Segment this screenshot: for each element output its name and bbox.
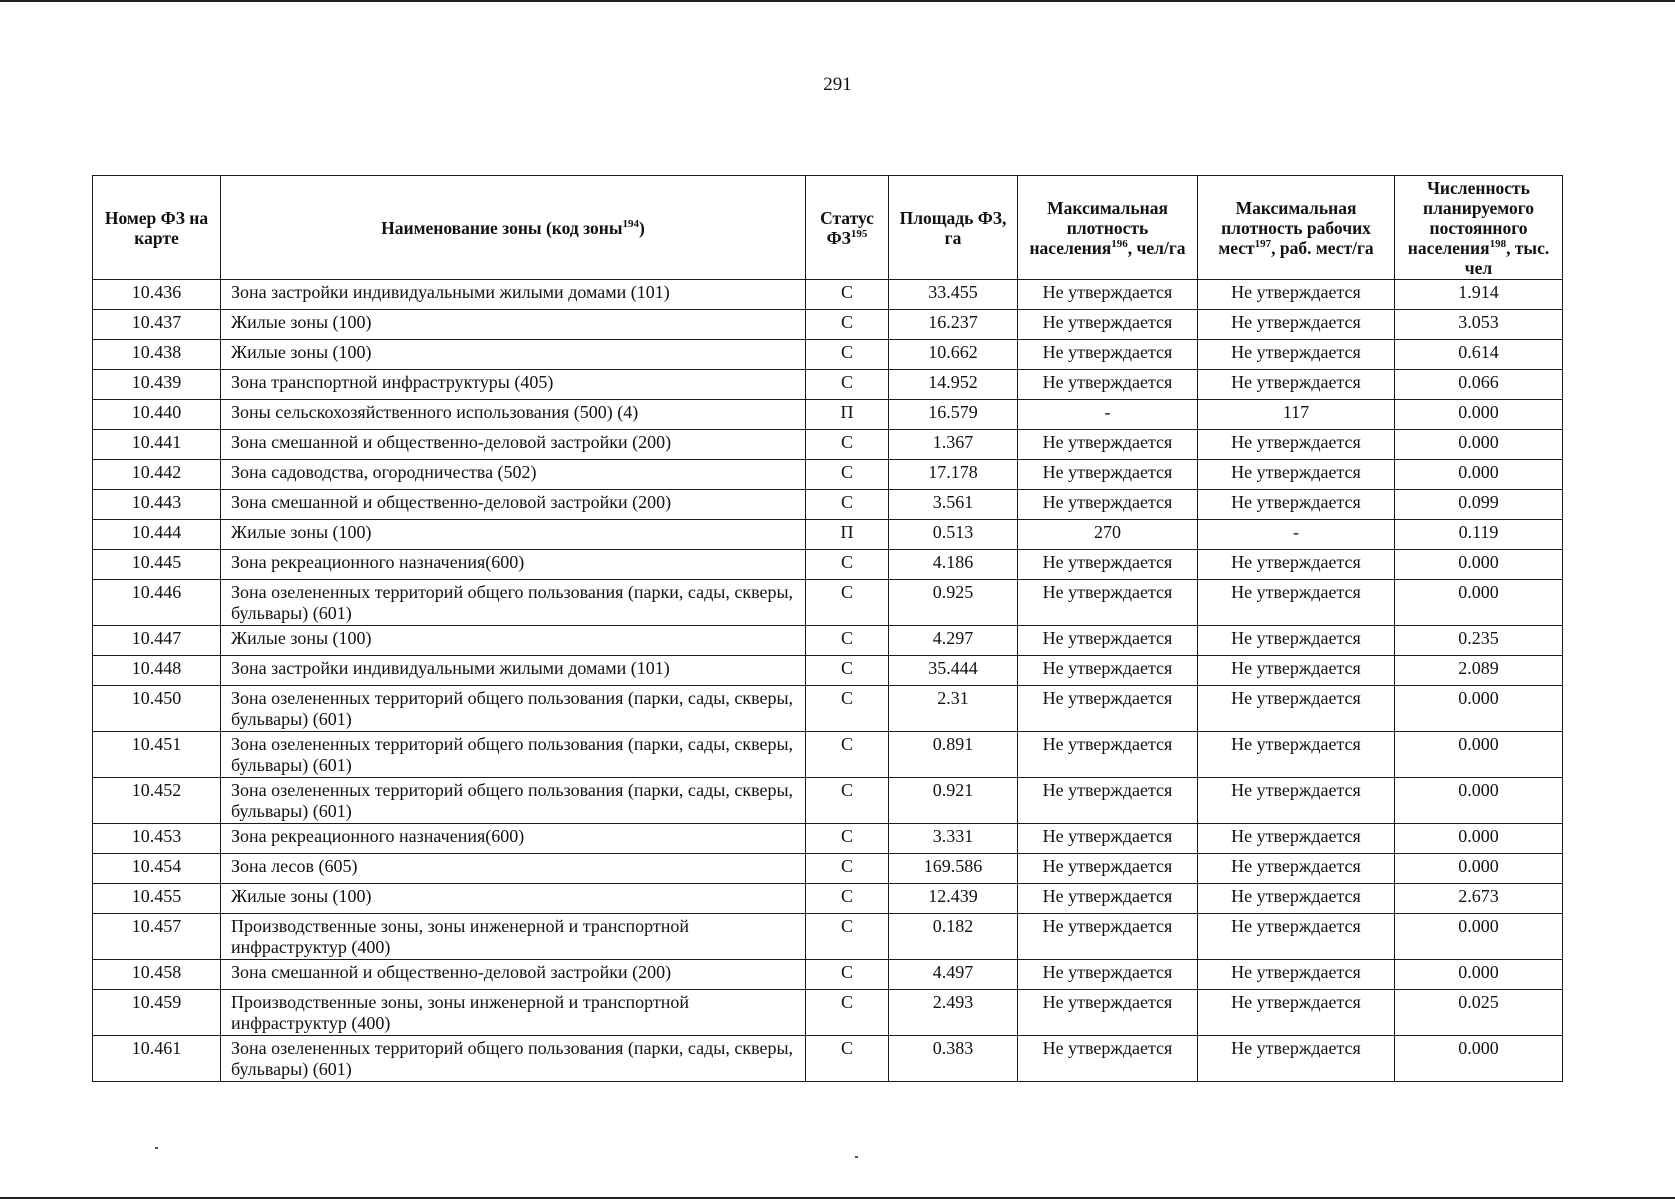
cell-area: 4.297: [889, 626, 1018, 656]
cell-status: С: [806, 340, 889, 370]
cell-status: С: [806, 960, 889, 990]
cell-map-number: 10.447: [93, 626, 221, 656]
table-row: [93, 960, 1563, 990]
cell-area: 3.561: [889, 490, 1018, 520]
cell-job-density: Не утверждается: [1198, 310, 1395, 340]
cell-job-density: -: [1198, 520, 1395, 550]
cell-zone-name: Зона озелененных территорий общего пользования (парки, сады, скверы, бульвары) (601): [221, 732, 806, 778]
cell-area: 12.439: [889, 884, 1018, 914]
zones-table: [92, 175, 1563, 1082]
cell-zone-name: Зона застройки индивидуальными жилыми домами (101): [221, 656, 806, 686]
cell-status: С: [806, 280, 889, 310]
table-row: [93, 550, 1563, 580]
cell-planned-population: 0.000: [1395, 550, 1563, 580]
cell-job-density: Не утверждается: [1198, 854, 1395, 884]
table-row: [93, 430, 1563, 460]
cell-population-density: Не утверждается: [1018, 626, 1198, 656]
cell-planned-population: 0.000: [1395, 1036, 1563, 1082]
cell-area: 17.178: [889, 460, 1018, 490]
cell-area: 3.331: [889, 824, 1018, 854]
header-zone-name: Наименование зоны (код зоны$^{194}$): [221, 176, 806, 280]
cell-job-density: Не утверждается: [1198, 884, 1395, 914]
cell-map-number: 10.452: [93, 778, 221, 824]
cell-job-density: Не утверждается: [1198, 370, 1395, 400]
page-number: 291: [823, 74, 852, 95]
cell-zone-name: Жилые зоны (100): [221, 884, 806, 914]
cell-area: 169.586: [889, 854, 1018, 884]
cell-population-density: Не утверждается: [1018, 824, 1198, 854]
table-row: [93, 580, 1563, 626]
cell-map-number: 10.457: [93, 914, 221, 960]
cell-map-number: 10.454: [93, 854, 221, 884]
header-status: Статус ФЗ$^{195}$: [806, 176, 889, 280]
cell-map-number: 10.445: [93, 550, 221, 580]
table-row: [93, 656, 1563, 686]
cell-population-density: Не утверждается: [1018, 430, 1198, 460]
cell-population-density: Не утверждается: [1018, 914, 1198, 960]
table-row: [93, 490, 1563, 520]
cell-population-density: Не утверждается: [1018, 490, 1198, 520]
cell-zone-name: Зона смешанной и общественно-деловой застройки (200): [221, 430, 806, 460]
cell-zone-name: Зона застройки индивидуальными жилыми домами (101): [221, 280, 806, 310]
cell-zone-name: Производственные зоны, зоны инженерной и транспортной инфраструктур (400): [221, 990, 806, 1036]
cell-map-number: 10.453: [93, 824, 221, 854]
cell-population-density: Не утверждается: [1018, 686, 1198, 732]
cell-area: 16.237: [889, 310, 1018, 340]
table-row: [93, 1036, 1563, 1082]
cell-planned-population: 0.000: [1395, 400, 1563, 430]
cell-planned-population: 0.119: [1395, 520, 1563, 550]
cell-planned-population: 0.025: [1395, 990, 1563, 1036]
table-row: [93, 400, 1563, 430]
cell-planned-population: 0.000: [1395, 960, 1563, 990]
cell-zone-name: Жилые зоны (100): [221, 340, 806, 370]
table-row: [93, 732, 1563, 778]
cell-planned-population: 3.053: [1395, 310, 1563, 340]
table-row: [93, 914, 1563, 960]
cell-zone-name: Жилые зоны (100): [221, 310, 806, 340]
cell-map-number: 10.450: [93, 686, 221, 732]
cell-job-density: Не утверждается: [1198, 1036, 1395, 1082]
cell-planned-population: 0.000: [1395, 914, 1563, 960]
cell-job-density: Не утверждается: [1198, 990, 1395, 1036]
table-row: [93, 884, 1563, 914]
cell-status: С: [806, 490, 889, 520]
cell-area: 0.891: [889, 732, 1018, 778]
cell-map-number: 10.455: [93, 884, 221, 914]
cell-planned-population: 2.673: [1395, 884, 1563, 914]
cell-zone-name: Зона озелененных территорий общего пользования (парки, сады, скверы, бульвары) (601): [221, 778, 806, 824]
cell-zone-name: Зона озелененных территорий общего пользования (парки, сады, скверы, бульвары) (601): [221, 686, 806, 732]
table-row: [93, 990, 1563, 1036]
cell-job-density: Не утверждается: [1198, 960, 1395, 990]
cell-status: С: [806, 580, 889, 626]
cell-area: 14.952: [889, 370, 1018, 400]
cell-area: 0.925: [889, 580, 1018, 626]
cell-population-density: Не утверждается: [1018, 550, 1198, 580]
table-row: [93, 686, 1563, 732]
cell-status: С: [806, 626, 889, 656]
cell-planned-population: 0.235: [1395, 626, 1563, 656]
table-header-row: [93, 176, 1563, 280]
cell-planned-population: 0.099: [1395, 490, 1563, 520]
cell-area: 0.383: [889, 1036, 1018, 1082]
cell-population-density: Не утверждается: [1018, 370, 1198, 400]
cell-population-density: Не утверждается: [1018, 960, 1198, 990]
cell-zone-name: Зона смешанной и общественно-деловой застройки (200): [221, 960, 806, 990]
cell-planned-population: 0.066: [1395, 370, 1563, 400]
cell-job-density: Не утверждается: [1198, 430, 1395, 460]
cell-map-number: 10.440: [93, 400, 221, 430]
scan-speck: [155, 1147, 158, 1149]
cell-map-number: 10.444: [93, 520, 221, 550]
page-bottom-edge: [0, 1197, 1675, 1199]
table-row: [93, 460, 1563, 490]
cell-zone-name: Зона озелененных территорий общего пользования (парки, сады, скверы, бульвары) (601): [221, 580, 806, 626]
cell-population-density: Не утверждается: [1018, 990, 1198, 1036]
cell-job-density: Не утверждается: [1198, 686, 1395, 732]
cell-planned-population: 0.000: [1395, 824, 1563, 854]
cell-job-density: Не утверждается: [1198, 732, 1395, 778]
cell-zone-name: Зона садоводства, огородничества (502): [221, 460, 806, 490]
cell-zone-name: Жилые зоны (100): [221, 520, 806, 550]
page-top-edge: [0, 0, 1675, 2]
cell-job-density: Не утверждается: [1198, 580, 1395, 626]
cell-zone-name: Зона транспортной инфраструктуры (405): [221, 370, 806, 400]
header-planned-population: Численность планируемого постоянного населения$^{198}$, тыс. чел: [1395, 176, 1563, 280]
cell-job-density: Не утверждается: [1198, 778, 1395, 824]
cell-status: С: [806, 824, 889, 854]
cell-status: С: [806, 550, 889, 580]
table-row: [93, 280, 1563, 310]
cell-zone-name: Жилые зоны (100): [221, 626, 806, 656]
cell-population-density: Не утверждается: [1018, 854, 1198, 884]
cell-zone-name: Зона рекреационного назначения(600): [221, 550, 806, 580]
cell-status: С: [806, 1036, 889, 1082]
cell-area: 10.662: [889, 340, 1018, 370]
cell-zone-name: Зона рекреационного назначения(600): [221, 824, 806, 854]
cell-population-density: Не утверждается: [1018, 656, 1198, 686]
cell-area: 0.921: [889, 778, 1018, 824]
cell-status: С: [806, 370, 889, 400]
header-population-density: Максимальная плотность населения$^{196}$, чел/га: [1018, 176, 1198, 280]
cell-population-density: 270: [1018, 520, 1198, 550]
cell-status: С: [806, 732, 889, 778]
cell-area: 0.513: [889, 520, 1018, 550]
cell-planned-population: 0.000: [1395, 686, 1563, 732]
cell-area: 35.444: [889, 656, 1018, 686]
cell-job-density: Не утверждается: [1198, 340, 1395, 370]
table-row: [93, 310, 1563, 340]
cell-planned-population: 2.089: [1395, 656, 1563, 686]
cell-planned-population: 0.000: [1395, 854, 1563, 884]
table-row: [93, 824, 1563, 854]
table-row: [93, 854, 1563, 884]
cell-map-number: 10.458: [93, 960, 221, 990]
cell-job-density: Не утверждается: [1198, 824, 1395, 854]
table-body: [93, 280, 1563, 1082]
table-row: [93, 340, 1563, 370]
cell-status: С: [806, 854, 889, 884]
cell-status: С: [806, 686, 889, 732]
cell-zone-name: Зоны сельскохозяйственного использования (500) (4): [221, 400, 806, 430]
table-row: [93, 370, 1563, 400]
cell-map-number: 10.438: [93, 340, 221, 370]
cell-planned-population: 0.000: [1395, 430, 1563, 460]
cell-map-number: 10.439: [93, 370, 221, 400]
cell-job-density: Не утверждается: [1198, 460, 1395, 490]
cell-population-density: Не утверждается: [1018, 778, 1198, 824]
cell-area: 0.182: [889, 914, 1018, 960]
table-row: [93, 778, 1563, 824]
cell-population-density: Не утверждается: [1018, 280, 1198, 310]
cell-population-density: Не утверждается: [1018, 884, 1198, 914]
cell-job-density: 117: [1198, 400, 1395, 430]
cell-area: 4.497: [889, 960, 1018, 990]
cell-job-density: Не утверждается: [1198, 490, 1395, 520]
cell-population-density: Не утверждается: [1018, 340, 1198, 370]
cell-map-number: 10.436: [93, 280, 221, 310]
cell-job-density: Не утверждается: [1198, 914, 1395, 960]
cell-area: 4.186: [889, 550, 1018, 580]
cell-map-number: 10.451: [93, 732, 221, 778]
cell-population-density: Не утверждается: [1018, 460, 1198, 490]
header-job-density: Максимальная плотность рабочих мест$^{197}$, раб. мест/га: [1198, 176, 1395, 280]
cell-zone-name: Производственные зоны, зоны инженерной и транспортной инфраструктур (400): [221, 914, 806, 960]
cell-population-density: Не утверждается: [1018, 732, 1198, 778]
cell-map-number: 10.442: [93, 460, 221, 490]
cell-area: 33.455: [889, 280, 1018, 310]
cell-planned-population: 0.614: [1395, 340, 1563, 370]
cell-status: С: [806, 656, 889, 686]
cell-planned-population: 0.000: [1395, 732, 1563, 778]
cell-population-density: Не утверждается: [1018, 1036, 1198, 1082]
cell-status: С: [806, 310, 889, 340]
table-row: [93, 520, 1563, 550]
cell-job-density: Не утверждается: [1198, 626, 1395, 656]
cell-planned-population: 1.914: [1395, 280, 1563, 310]
cell-map-number: 10.459: [93, 990, 221, 1036]
header-area: Площадь ФЗ, га: [889, 176, 1018, 280]
cell-population-density: Не утверждается: [1018, 580, 1198, 626]
cell-map-number: 10.448: [93, 656, 221, 686]
cell-zone-name: Зона лесов (605): [221, 854, 806, 884]
cell-map-number: 10.443: [93, 490, 221, 520]
cell-planned-population: 0.000: [1395, 460, 1563, 490]
cell-area: 2.493: [889, 990, 1018, 1036]
cell-area: 1.367: [889, 430, 1018, 460]
cell-status: С: [806, 914, 889, 960]
cell-map-number: 10.437: [93, 310, 221, 340]
cell-map-number: 10.446: [93, 580, 221, 626]
cell-planned-population: 0.000: [1395, 778, 1563, 824]
cell-status: С: [806, 884, 889, 914]
cell-status: С: [806, 778, 889, 824]
cell-map-number: 10.441: [93, 430, 221, 460]
cell-status: С: [806, 990, 889, 1036]
header-map-number: Номер ФЗ на карте: [93, 176, 221, 280]
table-row: [93, 626, 1563, 656]
cell-zone-name: Зона смешанной и общественно-деловой застройки (200): [221, 490, 806, 520]
cell-status: П: [806, 400, 889, 430]
cell-population-density: -: [1018, 400, 1198, 430]
cell-job-density: Не утверждается: [1198, 656, 1395, 686]
cell-job-density: Не утверждается: [1198, 550, 1395, 580]
scan-speck: [855, 1156, 858, 1158]
cell-area: 16.579: [889, 400, 1018, 430]
cell-population-density: Не утверждается: [1018, 310, 1198, 340]
cell-planned-population: 0.000: [1395, 580, 1563, 626]
cell-status: С: [806, 460, 889, 490]
cell-map-number: 10.461: [93, 1036, 221, 1082]
cell-area: 2.31: [889, 686, 1018, 732]
cell-status: С: [806, 430, 889, 460]
cell-job-density: Не утверждается: [1198, 280, 1395, 310]
cell-status: П: [806, 520, 889, 550]
cell-zone-name: Зона озелененных территорий общего пользования (парки, сады, скверы, бульвары) (601): [221, 1036, 806, 1082]
